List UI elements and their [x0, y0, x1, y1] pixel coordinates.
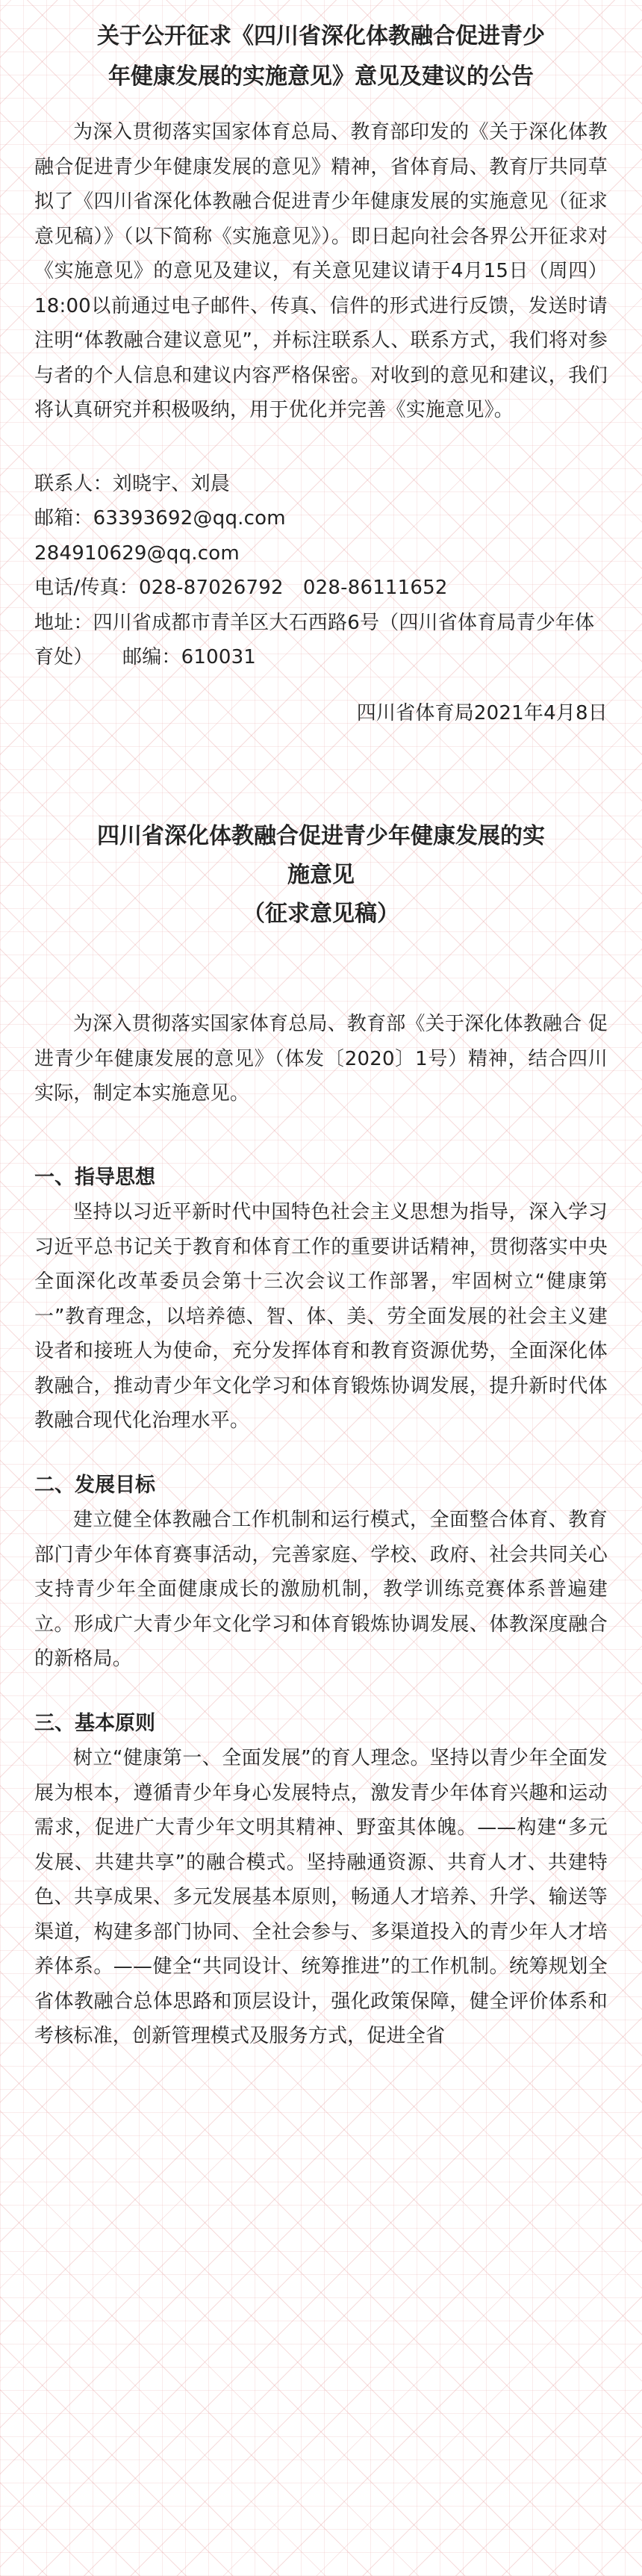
section-heading: 一、指导思想 [34, 1165, 155, 1189]
draft-intro: 为深入贯彻落实国家体育总局、教育部《关于深化体教融合 促进青少年健康发展的意见》（体发〔2020〕1号）精神，结合四川实际，制定本实施意见。 [34, 1013, 608, 1105]
notice-signature: 四川省体育局2021年4月8日 [356, 701, 608, 724]
draft-title-line-1: 四川省深化体教融合促进青少年健康发展的实 [97, 823, 545, 849]
notice-title-line-2: 年健康发展的实施意见》意见及建议的公告 [108, 63, 534, 90]
notice-title-line-1: 关于公开征求《四川省深化体教融合促进青少 [97, 23, 545, 49]
contact-block [34, 467, 608, 675]
contact-person: 联系人：刘晓宇、刘晨 [34, 472, 231, 495]
section-body: 树立“健康第一、全面发展”的育人理念。坚持以青少年全面发展为根本，遵循青少年身心发展特点，激发青少年体育兴趣和运动需求，促进广大青少年文明其精神、野蛮其体魄。——构建“多元发展、共建共享”的融合模式。坚持融通资源、共育人才、共建特色、共享成果、多元发展基本原则，畅通人才培养、升学、输送等渠道，构建多部门协同、全社会参与、多渠道投入的青少年人才培养体系。——健全“共同设计、统筹推进”的工作机制。统筹规划全省体教融合总体思路和顶层设计，强化政策保障，健全评价体系和考核标准，创新管理模式及服务方式，促进全省 [34, 1747, 608, 2047]
section-body: 建立健全体教融合工作机制和运行模式，全面整合体育、教育部门青少年体育赛事活动，完善家庭、学校、政府、社会共同关心支持青少年全面健康成长的激励机制，教学训练竞赛体系普遍建立。形成广大青少年文化学习和体育锻炼协调发展、体教深度融合的新格局。 [34, 1509, 608, 1670]
draft-title-line-3: （征求意见稿） [243, 901, 399, 927]
contact-email-1[interactable]: 邮箱：63393692@qq.com [34, 507, 286, 530]
spacer [34, 1438, 608, 1468]
spacer [34, 1677, 608, 1707]
section-heading: 二、发展目标 [34, 1473, 155, 1497]
notice-title [34, 16, 608, 97]
notice-body: 为深入贯彻落实国家体育总局、教育部印发的《关于深化体教融合促进青少年健康发展的意见》精神，省体育局、教育厅共同草拟了《四川省深化体教融合促进青少年健康发展的实施意见（征求意见稿）》（以下简称《实施意见》）。即日起向社会各界公开征求对《实施意见》的意见及建议，有关意见建议请于4月15日（周四）18:00以前通过电子邮件、传真、信件的形式进行反馈，发送时请注明“体教融合建议意见”，并标注联系人、联系方式，我们将对参与者的个人信息和建议内容严格保密。对收到的意见和建议，我们将认真研究并积极吸纳，用于优化并完善《实施意见》。 [34, 121, 608, 421]
spacer [34, 934, 608, 1007]
contact-email-2[interactable]: 284910629@qq.com [34, 541, 240, 565]
section-body: 坚持以习近平新时代中国特色社会主义思想为指导，深入学习习近平总书记关于教育和体育工作的重要讲话精神，贯彻落实中央全面深化改革委员会第十三次会议工作部署，牢固树立“健康第一”教育理念，以培养德、智、体、美、劳全面发展的社会主义建设者和接班人为使命，充分发挥体育和教育资源优势，全面深化体教融合，推动青少年文化学习和体育锻炼协调发展，提升新时代体教融合现代化治理水平。 [34, 1201, 608, 1432]
contact-phone: 电话/传真：028-87026792 028-86111652 [34, 577, 448, 599]
contact-address: 地址：四川省成都市青羊区大石西路6号（四川省体育局青少年体育处） 邮编：610031 [34, 611, 595, 668]
spacer [34, 1111, 608, 1161]
draft-title [34, 817, 608, 934]
section-heading: 三、基本原则 [34, 1711, 155, 1735]
spacer [34, 730, 608, 817]
draft-title-line-2: 施意见 [287, 862, 355, 888]
spacer [34, 428, 608, 467]
